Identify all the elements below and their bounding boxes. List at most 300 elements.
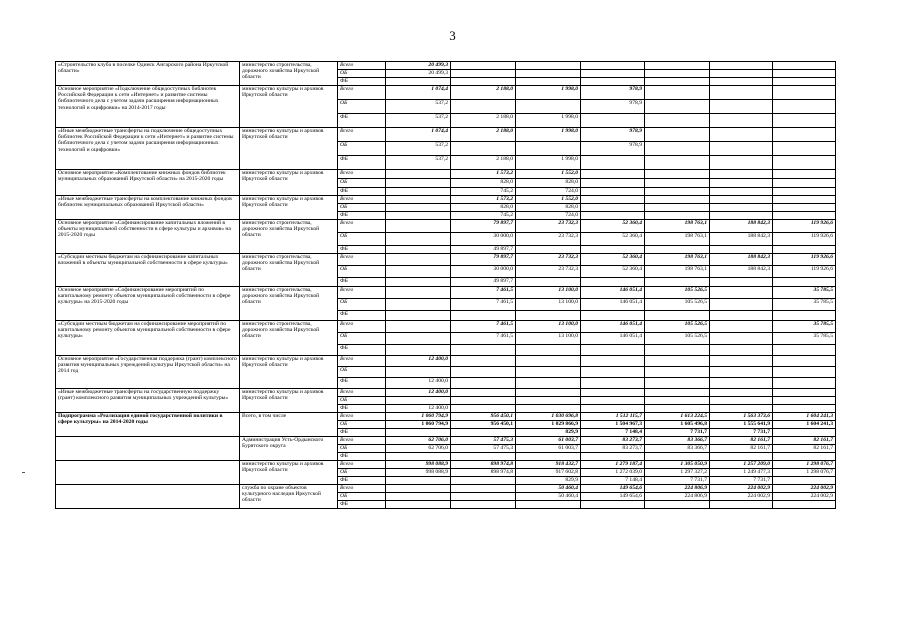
amount-cell — [710, 345, 773, 356]
funding-source-cell: Всего — [338, 254, 386, 266]
amount-cell: 7 731,7 — [645, 429, 710, 437]
amount-cell — [386, 397, 451, 405]
funding-source-cell: ФБ — [338, 477, 386, 485]
amount-cell — [516, 367, 581, 378]
amount-cell: 83 273,7 — [581, 437, 645, 445]
amount-cell: 146 051,4 — [581, 299, 645, 311]
amount-cell — [516, 501, 581, 509]
amount-cell — [645, 179, 710, 188]
amount-cell — [451, 142, 516, 156]
executor-cell: министерство культуры и архивов Иркутской области — [240, 86, 338, 128]
amount-cell — [386, 367, 451, 378]
funding-source-cell: Всего — [338, 461, 386, 469]
amount-cell — [581, 156, 645, 170]
amount-cell: 1 257 209,0 — [710, 461, 773, 469]
table-row — [56, 220, 836, 233]
amount-cell: 1 297 327,2 — [645, 469, 710, 477]
amount-cell — [645, 311, 710, 321]
amount-cell: 724,0 — [516, 212, 581, 220]
amount-cell: 7 461,5 — [451, 299, 516, 311]
amount-cell: 1 552,0 — [516, 170, 581, 179]
amount-cell — [516, 246, 581, 254]
amount-cell — [581, 453, 645, 461]
amount-cell: 188 842,3 — [710, 254, 773, 266]
amount-cell: 79 897,7 — [451, 254, 516, 266]
amount-cell — [386, 333, 451, 345]
amount-cell: 1 573,2 — [451, 170, 516, 179]
funding-source-cell: ФБ — [338, 429, 386, 437]
amount-cell — [710, 62, 773, 70]
amount-cell — [710, 196, 773, 204]
amount-cell: 224 002,9 — [710, 485, 773, 493]
amount-cell — [386, 78, 451, 86]
amount-cell: 1 604 241,3 — [773, 421, 836, 429]
executor-cell: министерство культуры и архивов Иркутской области — [240, 128, 338, 170]
table-row — [56, 254, 836, 266]
amount-cell: 1 605 496,8 — [645, 421, 710, 429]
funding-source-cell: ФБ — [338, 246, 386, 254]
amount-cell — [581, 501, 645, 509]
activity-name-cell: Основное мероприятие «Подключение общедоступных библиотек Российской Федерации к сети «Интернет» и развитие системы библиотечного дела с учетом задачи расширения информационных технологий и оцифровки» на 2014-2017 годы — [56, 86, 240, 128]
amount-cell — [386, 311, 451, 321]
amount-cell: 12 400,0 — [386, 356, 451, 367]
amount-cell: 2 188,0 — [451, 86, 516, 100]
amount-cell: 2 188,0 — [451, 114, 516, 128]
executor-cell: Администрация Усть-Ордынского Бурятского округа — [240, 437, 338, 461]
amount-cell — [581, 70, 645, 78]
table-row — [56, 170, 836, 179]
table-row — [56, 128, 836, 142]
amount-cell: 146 051,4 — [581, 333, 645, 345]
amount-cell — [773, 501, 836, 509]
amount-cell — [710, 100, 773, 114]
amount-cell: 119 926,6 — [773, 220, 836, 233]
amount-cell — [773, 453, 836, 461]
amount-cell — [386, 220, 451, 233]
amount-cell — [773, 62, 836, 70]
amount-cell: 61 003,7 — [516, 445, 581, 453]
amount-cell: 978,9 — [581, 100, 645, 114]
amount-cell: 1 074,4 — [386, 86, 451, 100]
amount-cell — [710, 311, 773, 321]
table-row — [56, 413, 836, 421]
amount-cell: 35 785,5 — [773, 333, 836, 345]
amount-cell — [386, 477, 451, 485]
amount-cell — [516, 311, 581, 321]
amount-cell — [773, 389, 836, 397]
amount-cell: 105 526,5 — [645, 333, 710, 345]
amount-cell: 119 926,6 — [773, 266, 836, 278]
amount-cell: 829,9 — [516, 429, 581, 437]
amount-cell — [386, 453, 451, 461]
amount-cell — [773, 100, 836, 114]
amount-cell — [773, 156, 836, 170]
amount-cell: 1 613 224,5 — [645, 413, 710, 421]
funding-source-cell: ОБ — [338, 70, 386, 78]
amount-cell: 23 732,3 — [516, 220, 581, 233]
amount-cell — [386, 501, 451, 509]
amount-cell — [581, 356, 645, 367]
amount-cell — [581, 311, 645, 321]
amount-cell — [451, 429, 516, 437]
executor-cell: служба по охране объектов культурного наследия Иркутской области — [240, 485, 338, 509]
table-row — [56, 437, 836, 445]
amount-cell — [386, 429, 451, 437]
funding-source-cell: ФБ — [338, 212, 386, 220]
amount-cell — [581, 170, 645, 179]
amount-cell — [773, 212, 836, 220]
amount-cell — [516, 356, 581, 367]
funding-source-cell: ОБ — [338, 333, 386, 345]
amount-cell: 12 400,0 — [386, 405, 451, 413]
table-row — [56, 62, 836, 70]
amount-cell: 998 088,9 — [386, 469, 451, 477]
funding-source-cell: ОБ — [338, 469, 386, 477]
amount-cell: 224 002,9 — [710, 493, 773, 501]
amount-cell — [451, 453, 516, 461]
amount-cell — [645, 142, 710, 156]
amount-cell: 146 051,4 — [581, 287, 645, 299]
amount-cell — [710, 70, 773, 78]
amount-cell — [581, 188, 645, 196]
amount-cell — [645, 378, 710, 389]
funding-source-cell: ОБ — [338, 421, 386, 429]
amount-cell — [581, 179, 645, 188]
amount-cell: 7 731,7 — [645, 477, 710, 485]
amount-cell: 537,2 — [386, 114, 451, 128]
amount-cell — [451, 345, 516, 356]
amount-cell: 918 432,7 — [516, 461, 581, 469]
amount-cell — [386, 299, 451, 311]
amount-cell — [386, 196, 451, 204]
amount-cell: 1 998,0 — [516, 86, 581, 100]
amount-cell: 149 654,6 — [581, 493, 645, 501]
amount-cell — [710, 356, 773, 367]
executor-cell: министерство культуры и архивов Иркутской области — [240, 196, 338, 220]
amount-cell — [773, 142, 836, 156]
amount-cell: 82 161,7 — [773, 437, 836, 445]
amount-cell — [710, 278, 773, 287]
amount-cell: 978,9 — [581, 142, 645, 156]
amount-cell — [386, 233, 451, 246]
amount-cell — [386, 212, 451, 220]
funding-source-cell: ОБ — [338, 397, 386, 405]
amount-cell: 1 060 794,9 — [386, 413, 451, 421]
table-row — [56, 196, 836, 204]
table-row — [56, 86, 836, 100]
funding-source-cell: ФБ — [338, 156, 386, 170]
amount-cell: 898 974,8 — [451, 461, 516, 469]
amount-cell — [773, 477, 836, 485]
amount-cell — [386, 493, 451, 501]
amount-cell: 745,2 — [451, 212, 516, 220]
amount-cell — [645, 356, 710, 367]
amount-cell — [516, 345, 581, 356]
executor-cell: Всего, в том числе — [240, 413, 338, 437]
amount-cell — [645, 62, 710, 70]
funding-source-cell: Всего — [338, 321, 386, 333]
funding-source-cell: ОБ — [338, 445, 386, 453]
funding-source-cell: ФБ — [338, 405, 386, 413]
amount-cell — [581, 246, 645, 254]
amount-cell: 57 475,3 — [451, 437, 516, 445]
funding-source-cell: ОБ — [338, 493, 386, 501]
amount-cell: 1 512 115,7 — [581, 413, 645, 421]
amount-cell: 1 504 967,3 — [581, 421, 645, 429]
executor-cell: министерство культуры и архивов Иркутской области — [240, 170, 338, 196]
amount-cell: 7 731,7 — [710, 477, 773, 485]
funding-source-cell: ФБ — [338, 188, 386, 196]
funding-source-cell: ОБ — [338, 100, 386, 114]
amount-cell — [710, 86, 773, 100]
amount-cell: 82 161,7 — [710, 437, 773, 445]
funding-source-cell: ФБ — [338, 378, 386, 389]
executor-cell: министерство культуры и архивов Иркутской области — [240, 389, 338, 413]
amount-cell — [645, 188, 710, 196]
amount-cell — [516, 378, 581, 389]
amount-cell: 828,0 — [516, 179, 581, 188]
amount-cell: 20 499,3 — [386, 70, 451, 78]
amount-cell — [773, 397, 836, 405]
amount-cell — [581, 278, 645, 287]
amount-cell: 724,0 — [516, 188, 581, 196]
amount-cell: 35 785,5 — [773, 299, 836, 311]
funding-source-cell: Всего — [338, 356, 386, 367]
amount-cell: 119 926,6 — [773, 254, 836, 266]
amount-cell: 537,2 — [386, 156, 451, 170]
amount-cell: 105 526,5 — [645, 299, 710, 311]
amount-cell: 52 360,4 — [581, 266, 645, 278]
amount-cell: 188 842,3 — [710, 220, 773, 233]
budget-table — [55, 61, 836, 509]
amount-cell: 7 148,4 — [581, 477, 645, 485]
amount-cell: 828,0 — [451, 179, 516, 188]
amount-cell: 224 806,9 — [645, 493, 710, 501]
amount-cell — [451, 397, 516, 405]
amount-cell — [645, 170, 710, 179]
activity-name-cell: «Субсидии местным бюджетам на софинансирование мероприятий по капитальному ремонту объектов муниципальной собственности в сфере культуры» — [56, 321, 240, 356]
amount-cell — [451, 405, 516, 413]
amount-cell: 828,0 — [516, 204, 581, 212]
funding-source-cell: Всего — [338, 62, 386, 70]
amount-cell — [773, 345, 836, 356]
amount-cell — [581, 389, 645, 397]
amount-cell: 188 842,3 — [710, 233, 773, 246]
activity-name-cell: «Субсидии местным бюджетам на софинансирование капитальных вложений в объекты муниципальной собственности в сфере культуры» — [56, 254, 240, 287]
amount-cell — [516, 70, 581, 78]
amount-cell — [773, 86, 836, 100]
amount-cell: 12 400,0 — [386, 389, 451, 397]
amount-cell — [451, 70, 516, 78]
amount-cell — [516, 453, 581, 461]
amount-cell — [451, 62, 516, 70]
funding-source-cell: ФБ — [338, 501, 386, 509]
amount-cell — [451, 311, 516, 321]
funding-source-cell: ОБ — [338, 367, 386, 378]
activity-name-cell: «Иные межбюджетные трансферты на комплектование книжных фондов библиотек муниципальных образований Иркутской области» — [56, 196, 240, 220]
amount-cell: 149 654,6 — [581, 485, 645, 493]
amount-cell — [773, 196, 836, 204]
amount-cell: 62 706,0 — [386, 445, 451, 453]
amount-cell: 198 763,1 — [645, 233, 710, 246]
amount-cell: 1 298 076,7 — [773, 461, 836, 469]
amount-cell — [581, 378, 645, 389]
amount-cell: 1 074,4 — [386, 128, 451, 142]
amount-cell — [645, 397, 710, 405]
amount-cell: 13 100,0 — [516, 287, 581, 299]
amount-cell — [773, 70, 836, 78]
amount-cell: 61 003,7 — [516, 437, 581, 445]
activity-name-cell: Основное мероприятие «Софинансирование капитальных вложений в объекты муниципальной собственности в сфере культуры и архивов» на 2015-2020 годы — [56, 220, 240, 254]
amount-cell: 57 475,3 — [451, 445, 516, 453]
amount-cell: 2 188,0 — [451, 156, 516, 170]
amount-cell: 978,9 — [581, 86, 645, 100]
amount-cell — [581, 345, 645, 356]
amount-cell — [645, 345, 710, 356]
executor-cell: министерство строительства, дорожного хозяйства Иркутской области — [240, 321, 338, 356]
amount-cell — [645, 114, 710, 128]
amount-cell: 537,2 — [386, 142, 451, 156]
activity-name-cell — [56, 437, 240, 461]
amount-cell: 1 563 373,6 — [710, 413, 773, 421]
activity-name-cell: Подпрограмма «Реализация единой государственной политики в сфере культуры» на 2014-2020 годы — [56, 413, 240, 437]
amount-cell: 1 555 641,9 — [710, 421, 773, 429]
amount-cell — [773, 367, 836, 378]
amount-cell — [710, 287, 773, 299]
amount-cell — [645, 405, 710, 413]
amount-cell — [710, 501, 773, 509]
amount-cell: 1 998,0 — [516, 156, 581, 170]
amount-cell: 13 100,0 — [516, 299, 581, 311]
amount-cell: 7 148,4 — [581, 429, 645, 437]
scan-mark — [22, 472, 25, 473]
amount-cell — [773, 378, 836, 389]
amount-cell — [581, 204, 645, 212]
amount-cell: 537,2 — [386, 100, 451, 114]
funding-source-cell: Всего — [338, 128, 386, 142]
funding-source-cell: Всего — [338, 196, 386, 204]
amount-cell — [773, 204, 836, 212]
amount-cell — [386, 246, 451, 254]
amount-cell — [710, 114, 773, 128]
amount-cell — [451, 501, 516, 509]
amount-cell: 956 450,1 — [451, 413, 516, 421]
executor-cell: министерство строительства, дорожного хозяйства Иркутской области — [240, 287, 338, 321]
amount-cell: 79 897,7 — [451, 220, 516, 233]
funding-source-cell: ОБ — [338, 204, 386, 212]
executor-cell: министерство строительства, дорожного хозяйства Иркутской области — [240, 254, 338, 287]
amount-cell — [516, 278, 581, 287]
amount-cell — [710, 246, 773, 254]
funding-source-cell: ОБ — [338, 142, 386, 156]
executor-cell: министерство культуры и архивов Иркутской области — [240, 461, 338, 485]
amount-cell: 52 360,4 — [581, 254, 645, 266]
amount-cell: 2 188,0 — [451, 128, 516, 142]
amount-cell — [645, 86, 710, 100]
amount-cell: 50 460,4 — [516, 485, 581, 493]
amount-cell — [773, 278, 836, 287]
amount-cell — [710, 405, 773, 413]
activity-name-cell: «Строительство клуба в поселке Одинск Ангарского района Иркутской области» — [56, 62, 240, 86]
amount-cell: 52 360,4 — [581, 220, 645, 233]
amount-cell — [773, 128, 836, 142]
amount-cell: 898 974,8 — [451, 469, 516, 477]
amount-cell: 1 552,0 — [516, 196, 581, 204]
funding-source-cell: Всего — [338, 485, 386, 493]
amount-cell: 829,9 — [516, 477, 581, 485]
amount-cell: 188 842,3 — [710, 266, 773, 278]
amount-cell — [386, 278, 451, 287]
amount-cell: 119 926,6 — [773, 233, 836, 246]
amount-cell — [773, 311, 836, 321]
amount-cell — [386, 266, 451, 278]
amount-cell: 956 450,1 — [451, 421, 516, 429]
funding-source-cell: Всего — [338, 437, 386, 445]
amount-cell — [710, 378, 773, 389]
amount-cell: 1 060 794,9 — [386, 421, 451, 429]
amount-cell: 83 366,7 — [645, 445, 710, 453]
amount-cell — [516, 142, 581, 156]
amount-cell — [710, 78, 773, 86]
amount-cell — [386, 345, 451, 356]
amount-cell: 1 998,0 — [516, 114, 581, 128]
funding-source-cell: Всего — [338, 413, 386, 421]
amount-cell — [710, 333, 773, 345]
funding-source-cell: ФБ — [338, 453, 386, 461]
funding-source-cell: ФБ — [338, 311, 386, 321]
amount-cell — [581, 78, 645, 86]
amount-cell — [386, 321, 451, 333]
amount-cell — [710, 142, 773, 156]
amount-cell — [773, 246, 836, 254]
amount-cell — [645, 70, 710, 78]
amount-cell — [710, 128, 773, 142]
amount-cell — [581, 367, 645, 378]
amount-cell: 82 161,7 — [773, 445, 836, 453]
amount-cell: 1 998,0 — [516, 128, 581, 142]
amount-cell — [451, 78, 516, 86]
amount-cell: 23 732,3 — [516, 254, 581, 266]
amount-cell: 13 100,0 — [516, 321, 581, 333]
amount-cell — [516, 397, 581, 405]
amount-cell — [773, 170, 836, 179]
amount-cell — [386, 254, 451, 266]
amount-cell: 1 030 696,8 — [516, 413, 581, 421]
funding-source-cell: ОБ — [338, 299, 386, 311]
amount-cell — [645, 204, 710, 212]
amount-cell — [710, 321, 773, 333]
amount-cell: 50 460,4 — [516, 493, 581, 501]
amount-cell: 7 731,7 — [710, 429, 773, 437]
amount-cell — [386, 287, 451, 299]
amount-cell: 83 273,7 — [581, 445, 645, 453]
amount-cell: 12 400,0 — [386, 378, 451, 389]
amount-cell — [645, 278, 710, 287]
amount-cell: 62 706,0 — [386, 437, 451, 445]
amount-cell — [516, 405, 581, 413]
amount-cell: 978,9 — [581, 128, 645, 142]
table-row — [56, 461, 836, 469]
amount-cell — [710, 170, 773, 179]
amount-cell: 1 249 477,3 — [710, 469, 773, 477]
amount-cell — [710, 212, 773, 220]
activity-name-cell: «Иные межбюджетные трансферты на государственную поддержку (грант) комплексного развития муниципальных учреждений культуры» — [56, 389, 240, 413]
amount-cell — [451, 356, 516, 367]
amount-cell — [451, 389, 516, 397]
amount-cell — [645, 156, 710, 170]
funding-source-cell: ОБ — [338, 233, 386, 246]
amount-cell — [773, 114, 836, 128]
